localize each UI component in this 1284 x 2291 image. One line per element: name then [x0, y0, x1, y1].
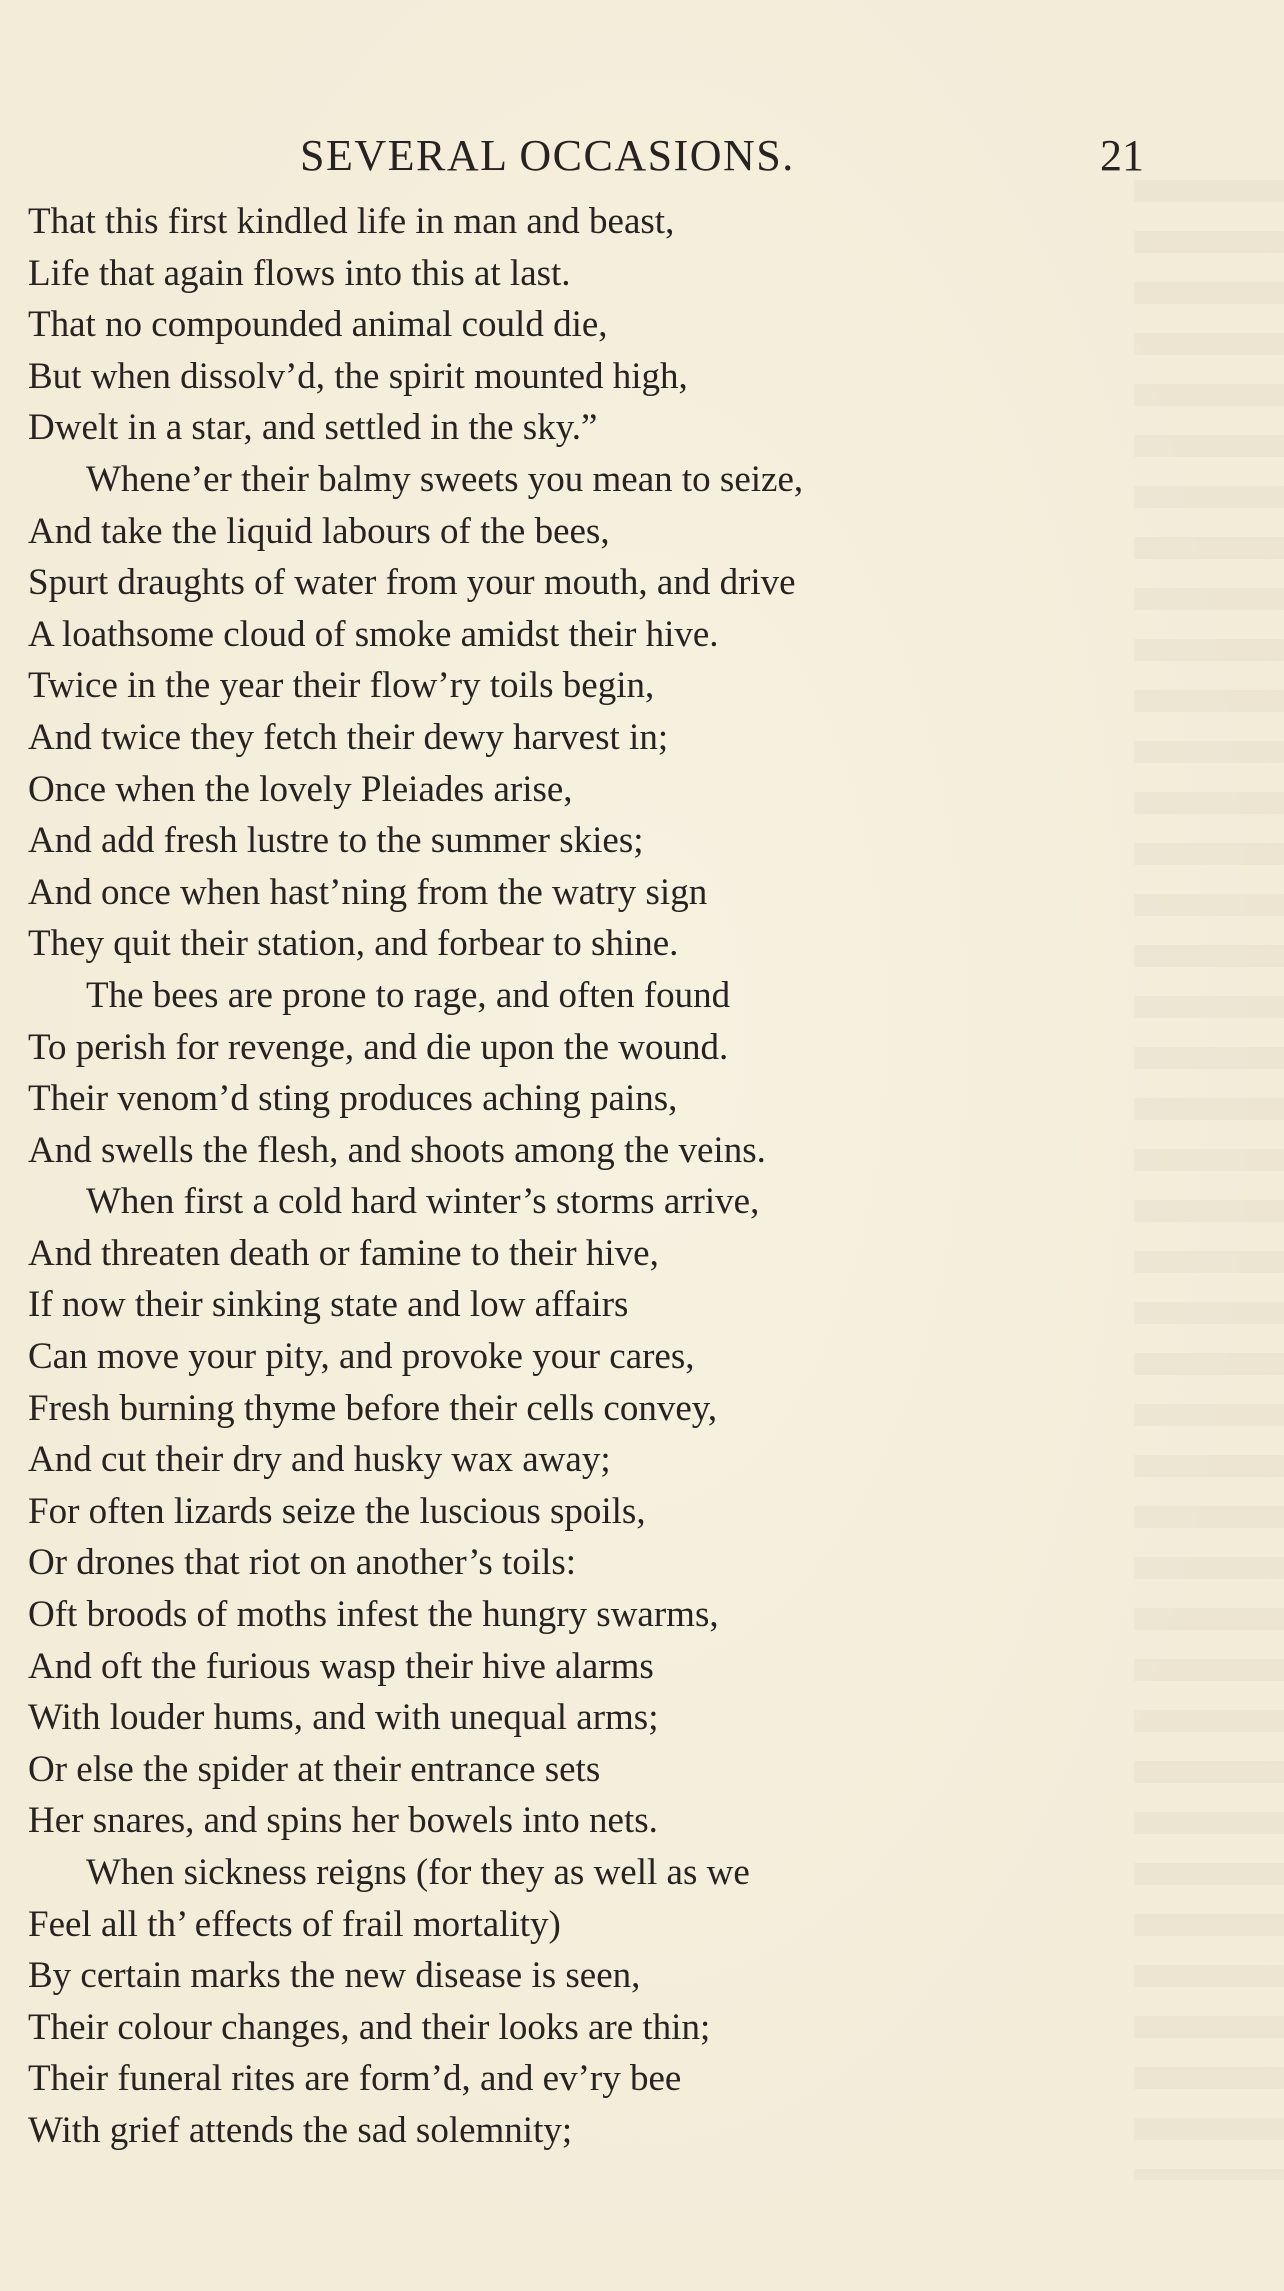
verse-line: To perish for revenge, and die upon the wound. — [28, 1026, 729, 1068]
verse-line: And once when hast’ning from the watry sign — [28, 871, 708, 913]
verse-line: Their funeral rites are form’d, and ev’ry bee — [28, 2058, 682, 2100]
verse-line: Can move your pity, and provoke your cares, — [28, 1336, 695, 1378]
verse-line: Life that again flows into this at last. — [28, 252, 571, 294]
verse-line: And oft the furious wasp their hive alarms — [28, 1645, 654, 1687]
verse-line: Twice in the year their flow’ry toils begin, — [28, 665, 655, 707]
verse-line: Their colour changes, and their looks are thin; — [28, 2006, 711, 2048]
verse-line: By certain marks the new disease is seen, — [28, 1955, 641, 1997]
page-number: 21 — [1100, 131, 1144, 180]
verse-line: Their venom’d sting produces aching pains, — [28, 1078, 678, 1120]
verse-line: The bees are prone to rage, and often found — [86, 974, 731, 1016]
verse-line: And swells the flesh, and shoots among the veins. — [28, 1129, 766, 1171]
verse-line: And take the liquid labours of the bees, — [28, 510, 610, 552]
verse-line: Whene’er their balmy sweets you mean to seize, — [86, 458, 804, 500]
verse-line: And add fresh lustre to the summer skies; — [28, 820, 644, 862]
verse-line: And twice they fetch their dewy harvest in; — [28, 716, 669, 758]
verse-line: Or else the spider at their entrance sets — [28, 1748, 601, 1790]
verse-line: Fresh burning thyme before their cells convey, — [28, 1387, 718, 1429]
running-head — [0, 126, 1284, 186]
verse-line: A loathsome cloud of smoke amidst their hive. — [28, 613, 719, 655]
verse-line: And cut their dry and husky wax away; — [28, 1439, 611, 1481]
verse-line: When sickness reigns (for they as well as we — [86, 1852, 750, 1893]
verse-line: Her snares, and spins her bowels into nets. — [28, 1800, 658, 1842]
verse-line: For often lizards seize the luscious spoils, — [28, 1490, 646, 1532]
verse-line: With grief attends the sad solemnity; — [28, 2109, 573, 2151]
verse-line: If now their sinking state and low affairs — [28, 1284, 629, 1326]
verse-line: With louder hums, and with unequal arms; — [28, 1697, 659, 1739]
verse-line: Oft broods of moths infest the hungry swarms, — [28, 1594, 719, 1636]
verse-line: That this first kindled life in man and beast, — [28, 201, 675, 242]
verse-block — [28, 196, 1248, 2157]
verse-line: When first a cold hard winter’s storms arrive, — [86, 1181, 760, 1223]
verse-line: Once when the lovely Pleiades arise, — [28, 768, 573, 810]
verse-line: Feel all th’ effects of frail mortality) — [28, 1903, 561, 1945]
running-head-title: SEVERAL OCCASIONS. — [300, 131, 795, 180]
verse-line: That no compounded animal could die, — [28, 304, 608, 346]
verse-line: But when dissolv’d, the spirit mounted high, — [28, 355, 688, 397]
verse-line: Or drones that riot on another’s toils: — [28, 1542, 577, 1584]
verse-line: And threaten death or famine to their hive, — [28, 1232, 659, 1274]
verse-line: Spurt draughts of water from your mouth, and drive — [28, 562, 796, 604]
verse-line: Dwelt in a star, and settled in the sky.” — [28, 407, 598, 449]
verse-line: They quit their station, and forbear to shine. — [28, 923, 679, 965]
